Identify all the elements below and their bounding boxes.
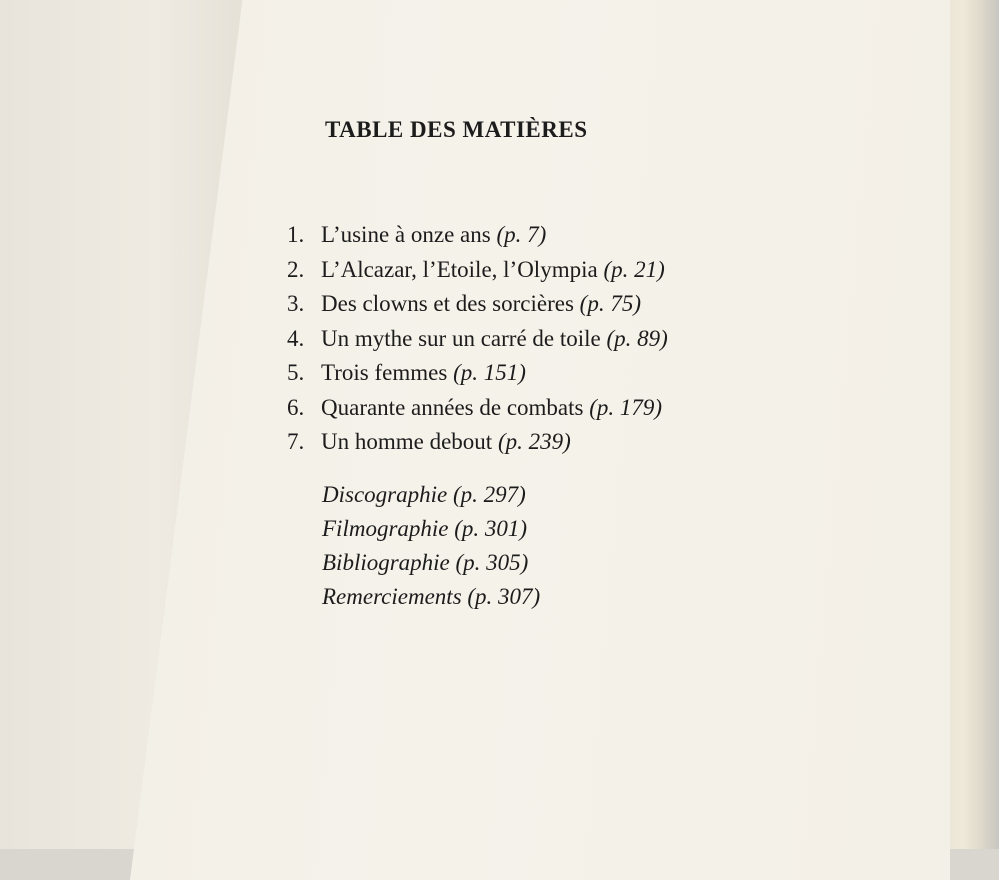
chapter-item: 7. Un homme debout (p. 239) [287, 429, 571, 454]
chapter-item: 1. L’usine à onze ans (p. 7) [287, 222, 547, 247]
chapter-title: Trois femmes [321, 360, 448, 385]
chapter-list [287, 218, 668, 460]
chapter-page: (p. 239) [497, 429, 571, 454]
page-title: TABLE DES MATIÈRES [325, 117, 588, 142]
chapter-item: 3. Des clowns et des sorcières (p. 75) [287, 291, 641, 316]
chapter-page: (p. 151) [453, 360, 526, 385]
chapter-item: 2. L’Alcazar, l’Etoile, l’Olympia (p. 21) [287, 256, 665, 282]
chapter-title: Un homme debout [321, 429, 493, 454]
chapter-page: (p. 89) [606, 325, 668, 351]
chapter-title: Des clowns et des sorcières [321, 291, 574, 316]
chapter-title: L’usine à onze ans [321, 222, 491, 247]
chapter-page: (p. 7) [496, 222, 547, 247]
appendix-item: Remerciements (p. 307) [322, 584, 541, 609]
chapter-title: L’Alcazar, l’Etoile, l’Olympia [321, 256, 598, 282]
chapter-title: Quarante années de combats [321, 394, 584, 420]
chapter-page: (p. 75) [579, 291, 641, 316]
appendix-item: Discographie (p. 297) [322, 482, 526, 507]
appendix-item: Bibliographie (p. 305) [322, 550, 529, 575]
chapter-page: (p. 179) [589, 394, 663, 420]
chapter-title: Un mythe sur un carré de toile [321, 325, 601, 351]
appendix-list [322, 478, 540, 614]
chapter-item: 6. Quarante années de combats (p. 179) [287, 394, 663, 420]
chapter-item: 4. Un mythe sur un carré de toile (p. 89) [287, 325, 668, 351]
chapter-page: (p. 21) [603, 256, 665, 282]
appendix-item: Filmographie (p. 301) [322, 516, 528, 541]
chapter-item: 5. Trois femmes (p. 151) [287, 360, 526, 385]
